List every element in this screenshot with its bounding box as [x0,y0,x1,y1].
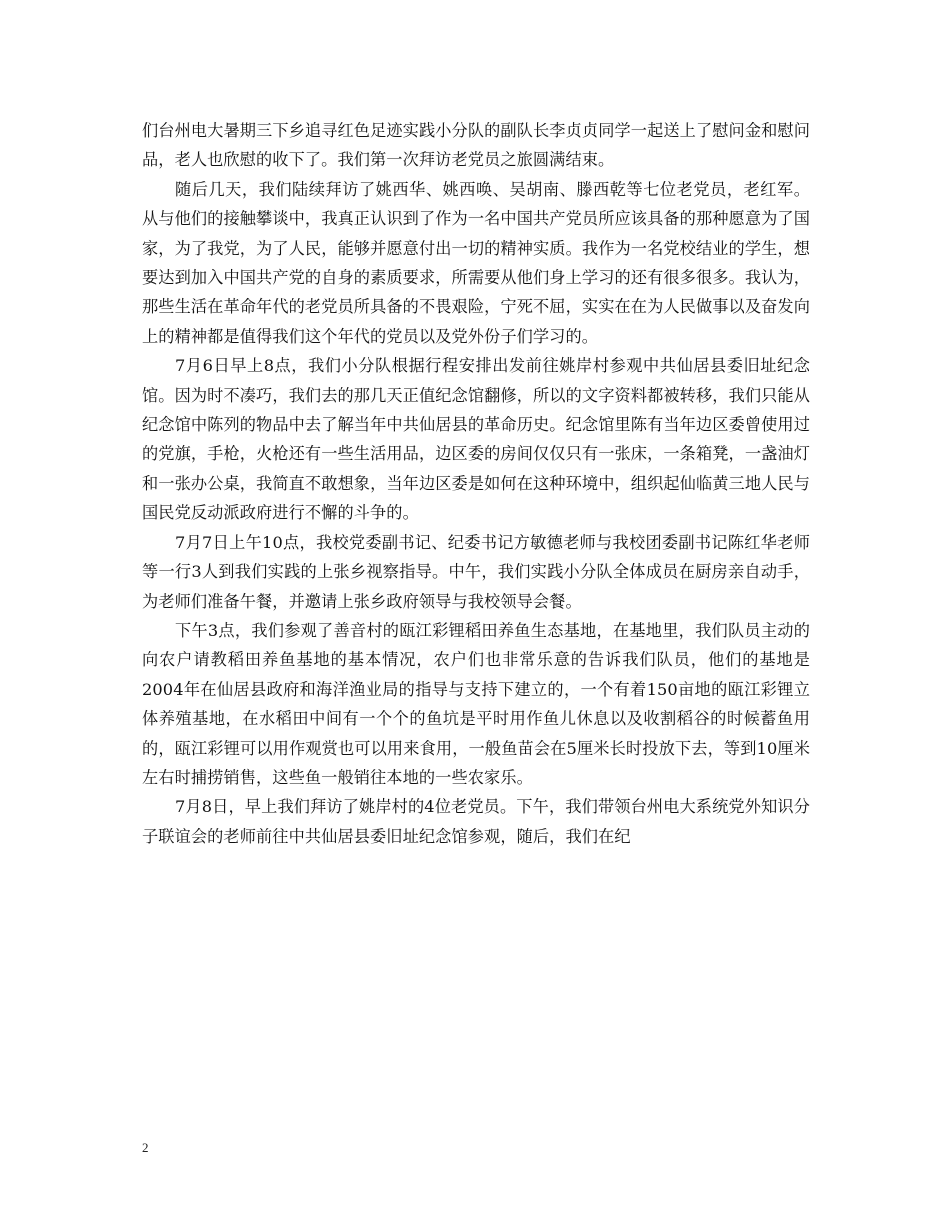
paragraph-3: 7月6日早上8点，我们小分队根据行程安排出发前往姚岸村参观中共仙居县委旧址纪念馆。因为时不凑巧，我们去的那几天正值纪念馆翻修，所以的文字资料都被转移，我们只能从纪念馆中陈列的物品中去了解当年中共仙居县的革命历史。纪念馆里陈有当年边区委曾使用过的党旗，手枪，火枪还有一些生活用品，边区委的房间仅仅只有一张床，一条箱凳，一盏油灯和一张办公桌，我简直不敢想象，当年边区委是如何在这种环境中，组织起仙临黄三地人民与国民党反动派政府进行不懈的斗争的。 [142,356,810,523]
paragraph-4: 7月7日上午10点，我校党委副书记、纪委书记方敏德老师与我校团委副书记陈红华老师等一行3人到我们实践的上张乡视察指导。中午，我们实践小分队全体成员在厨房亲自动手，为老师们准备午餐，并邀请上张乡政府领导与我校领导会餐。 [142,532,810,611]
paragraph-1: 们台州电大暑期三下乡追寻红色足迹实践小分队的副队长李贞贞同学一起送上了慰问金和慰问品，老人也欣慰的收下了。我们第一次拜访老党员之旅圆满结束。 [142,121,810,170]
paragraph-5: 下午3点，我们参观了善音村的瓯江彩锂稻田养鱼生态基地，在基地里，我们队员主动的向农户请教稻田养鱼基地的基本情况，农户们也非常乐意的告诉我们队员，他们的基地是2004年在仙居县政府和海洋渔业局的指导与支持下建立的，一个有着150亩地的瓯江彩锂立体养殖基地，在水稻田中间有一个个的鱼坑是平时用作鱼儿休息以及收割稻谷的时候蓄鱼用的，瓯江彩锂可以用作观赏也可以用来食用，一般鱼苗会在5厘米长时投放下去，等到10厘米左右时捕捞销售，这些鱼一般销往本地的一些农家乐。 [142,620,810,787]
paragraph-2: 随后几天，我们陆续拜访了姚西华、姚西唤、吴胡南、滕西乾等七位老党员，老红军。从与他们的接触攀谈中，我真正认识到了作为一名中国共产党员所应该具备的那种愿意为了国家，为了我党，为了人民，能够并愿意付出一切的精神实质。我作为一名党校结业的学生，想要达到加入中国共产党的自身的素质要求，所需要从他们身上学习的还有很多很多。我认为，那些生活在革命年代的老党员所具备的不畏艰险，宁死不屈，实实在在为人民做事以及奋发向上的精神都是值得我们这个年代的党员以及党外份子们学习的。 [142,179,810,346]
document-body [142,116,810,851]
paragraph-6: 7月8日，早上我们拜访了姚岸村的4位老党员。下午，我们带领台州电大系统党外知识分子联谊会的老师前往中共仙居县委旧址纪念馆参观，随后，我们在纪 [142,797,810,846]
page-number: 2 [142,1140,149,1155]
